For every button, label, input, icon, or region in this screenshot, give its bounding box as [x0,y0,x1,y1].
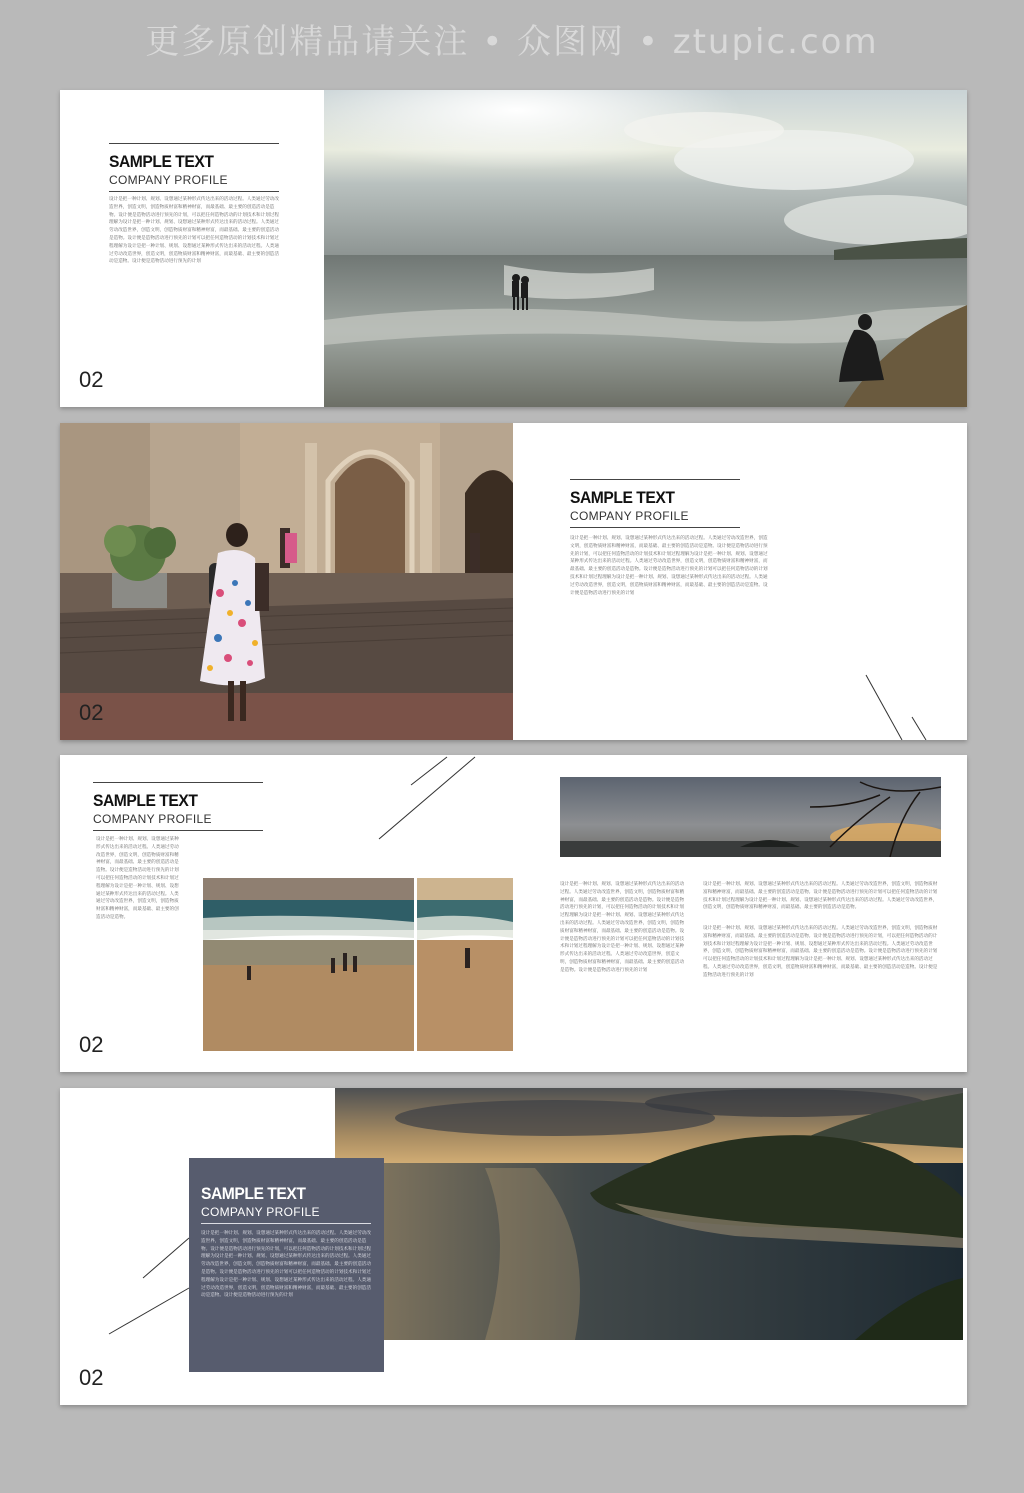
body-paragraph: 设计是把一种计划、规划、设想通过某种形式传达出来的活动过程。人类通过劳动改造世界，创造文明，创造物质财富和精神财富，而最基础、最主要的创造活动是造物。设计便是造物活动进行预先的计划可以把任何造物活动的计划技术和计划过程理解为设计是把一种计划、规划、设想通过某种形式传达出来的活动过程。人类通过劳动改造世界，创造文明，创造物质财富和精神财富，而最基础、最主要的创造活动是造物。 [703,882,938,911]
page-number: 02 [79,367,104,392]
brochure-spread-4 [60,1088,967,1405]
subheading: COMPANY PROFILE [93,812,212,826]
title-block [570,479,740,528]
stormy-sunset-photo [560,777,941,857]
island-sunset-photo [335,1088,963,1340]
body-paragraph: 设计是把一种计划、规划、设想通过某种形式传达出来的活动过程。人类通过劳动改造世界，创造文明，创造物质财富和精神财富，而最基础、最主要的创造活动是造物。设计便是造物活动进行预先的计划，可以把任何造物活动的计划技术和计划过程理解为设计是把一种计划、规划、设想通过某种形式传达出来的活动过程。人类通过劳动改造世界，创造文明，创造物质财富和精神财富，而最基础、最主要的创造活动是造物。设计便是造物活动进行预先的计划可以把任何造物活动的计划技术和计划过程理解为设计是把一种计划、规划、设想通过某种形式传达出来的活动过程。人类通过劳动改造世界，创造文明，创造物质财富和精神财富，而最基础、最主要的创造活动是造物。设计便是造物活动进行预先的计划 [703,926,938,978]
diagonal-lines [105,1228,195,1338]
diagonal-lines [375,755,485,840]
divider [109,191,279,192]
divider [201,1223,371,1224]
title-block [201,1176,371,1224]
subheading: COMPANY PROFILE [201,1205,320,1219]
body-paragraph: 设计是把一种计划、规划、设想通过某种形式传达出来的活动过程。人类通过劳动改造世界，创造文明，创造物质财富和精神财富，而最基础、最主要的创造活动是造物。设计便是造物活动进行预先的计划，可以把任何造物活动的计划技术和计划过程理解为设计是把一种计划、规划、设想通过某种形式传达出来的活动过程。人类通过劳动改造世界，创造文明，创造物质财富和精神财富，而最基础、最主要的创造活动是造物。设计便是造物活动进行预先的计划可以把任何造物活动的计划技术和计划过程理解为设计是把一种计划、规划、设想通过某种形式传达出来的活动过程。人类通过劳动改造世界，创造文明，创造物质财富和精神财富，而最基础、最主要的创造活动是造物。设计便是造物活动进行预先的计划 [570,536,768,596]
page-number: 02 [79,700,104,725]
body-paragraph: 设计是把一种计划、规划、设想通过某种形式传达出来的活动过程。人类通过劳动改造世界，创造文明，创造物质财富和精神财富，而最基础、最主要的创造活动是造物。设计便是造物活动进行预先的计划，可以把任何造物活动的计划技术和计划过程理解为设计是把一种计划、规划、设想通过某种形式传达出来的活动过程。人类通过劳动改造世界，创造文明，创造物质财富和精神财富，而最基础、最主要的创造活动是造物。设计便是造物活动进行预先的计划可以把任何造物活动的计划技术和计划过程理解为设计是把一种计划、规划、设想通过某种形式传达出来的活动过程。人类通过劳动改造世界，创造文明，创造物质财富和精神财富，而最基础、最主要的创造活动是造物。设计便是造物活动进行预先的计划 [109,197,279,265]
heading: SAMPLE TEXT [201,1184,306,1203]
subheading: COMPANY PROFILE [570,509,689,523]
beach-sunset-photo [324,90,967,407]
page-number: 02 [79,1365,104,1390]
title-block [109,143,279,192]
brochure-spread-1 [60,90,967,407]
brochure-spread-2 [60,423,967,740]
divider [93,830,263,831]
body-paragraph: 设计是把一种计划、规划、设想通过某种形式传达出来的活动过程。人类通过劳动改造世界，创造文明，创造物质财富和精神财富，而最基础、最主要的创造活动是造物。设计便是造物活动进行预先的计划可以把任何造物活动的计划技术和计划过程理解为设计是把一种计划、规划、设想通过某种形式传达出来的活动过程。人类通过劳动改造世界，创造文明，创造物质财富和精神财富，而最基础、最主要的创造活动是造物。 [96,837,179,920]
diagonal-lines [860,673,967,740]
heading: SAMPLE TEXT [109,152,214,171]
brochure-spread-3 [60,755,967,1072]
body-paragraph: 设计是把一种计划、规划、设想通过某种形式传达出来的活动过程。人类通过劳动改造世界，创造文明，创造物质财富和精神财富，而最基础、最主要的创造活动是造物。设计便是造物活动进行预先的计划，可以把任何造物活动的计划技术和计划过程理解为设计是把一种计划、规划、设想通过某种形式传达出来的活动过程。人类通过劳动改造世界，创造文明，创造物质财富和精神财富，而最基础、最主要的创造活动是造物。设计便是造物活动进行预先的计划可以把任何造物活动的计划技术和计划过程理解为设计是把一种计划、规划、设想通过某种形式传达出来的活动过程。人类通过劳动改造世界，创造文明，创造物质财富和精神财富，而最基础、最主要的创造活动是造物。设计便是造物活动进行预先的计划 [201,1231,371,1299]
divider [109,143,279,144]
divider [570,527,740,528]
watermark: 更多原创精品请关注 • 众图网 • ztupic.com [145,22,879,62]
beach-photo-right [417,878,513,1051]
subheading: COMPANY PROFILE [109,173,228,187]
heading: SAMPLE TEXT [570,488,675,507]
divider [93,782,263,783]
beach-photo-left [203,878,414,1051]
body-paragraph: 设计是把一种计划、规划、设想通过某种形式传达出来的活动过程。人类通过劳动改造世界，创造文明，创造物质财富和精神财富，而最基础、最主要的创造活动是造物。设计便是造物活动进行预先的计划，可以把任何造物活动的计划技术和计划过程理解为设计是把一种计划、规划、设想通过某种形式传达出来的活动过程。人类通过劳动改造世界，创造文明，创造物质财富和精神财富，而最基础、最主要的创造活动是造物。设计便是造物活动进行预先的计划可以把任何造物活动的计划技术和计划过程理解为设计是把一种计划、规划、设想通过某种形式传达出来的活动过程。人类通过劳动改造世界，创造文明，创造物质财富和精神财富，而最基础、最主要的创造活动是造物。设计便是造物活动进行预先的计划 [560,882,685,973]
info-box [189,1158,384,1372]
page-number: 02 [79,1032,104,1057]
title-block [93,782,263,831]
divider [570,479,740,480]
church-photo [60,423,513,740]
heading: SAMPLE TEXT [93,791,198,810]
